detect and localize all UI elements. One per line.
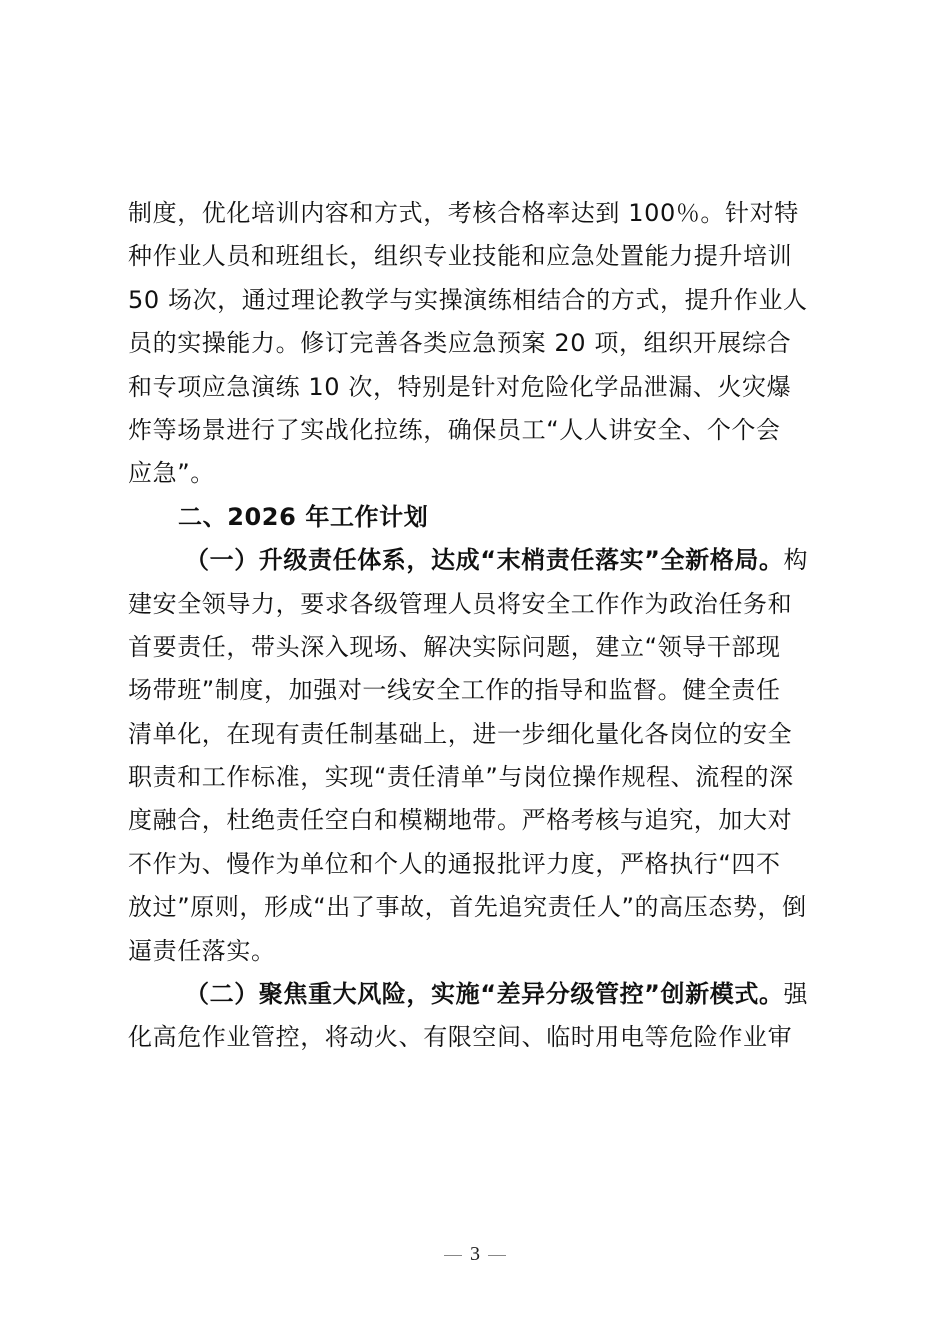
paragraph-line: 应急”。 <box>128 459 215 488</box>
footer-dash-right <box>488 1255 506 1256</box>
section-heading: 二、2026 年工作计划 <box>178 502 429 531</box>
paragraph-line: 不作为、慢作为单位和个人的通报批评力度，严格执行“四不 <box>128 849 781 878</box>
paragraph-line: 度融合，杜绝责任空白和模糊地带。严格考核与追究，加大对 <box>128 806 793 835</box>
subsection-2-first-line-tail: 强 <box>783 980 809 1009</box>
paragraph-line: 和专项应急演练 10 次，特别是针对危险化学品泄漏、火灾爆 <box>128 372 792 401</box>
paragraph-line: 50 场次，通过理论教学与实操演练相结合的方式，提升作业人 <box>128 285 808 314</box>
paragraph-line: 首要责任，带头深入现场、解决实际问题，建立“领导干部现 <box>128 632 781 661</box>
paragraph-line: 种作业人员和班组长，组织专业技能和应急处置能力提升培训 <box>128 242 793 271</box>
page-number: 3 <box>470 1243 480 1265</box>
paragraph-line: 场带班”制度，加强对一线安全工作的指导和监督。健全责任 <box>128 676 781 705</box>
footer-dash-left <box>444 1255 462 1256</box>
paragraph-line: 建安全领导力，要求各级管理人员将安全工作作为政治任务和 <box>128 589 793 618</box>
paragraph-line: 职责和工作标准，实现“责任清单”与岗位操作规程、流程的深 <box>128 763 794 792</box>
subsection-1-title: （一）升级责任体系，达成“末梢责任落实”全新格局。 <box>185 546 784 575</box>
subsection-1-first-line-tail: 构 <box>783 546 809 575</box>
paragraph-line: 员的实操能力。修订完善各类应急预案 20 项，组织开展综合 <box>128 329 792 358</box>
paragraph-line: 放过”原则，形成“出了事故，首先追究责任人”的高压态势，倒 <box>128 893 807 922</box>
paragraph-line: 清单化，在现有责任制基础上，进一步细化量化各岗位的安全 <box>128 719 793 748</box>
subsection-2-first-line <box>128 973 824 1016</box>
paragraph-line: 炸等场景进行了实战化拉练，确保员工“人人讲安全、个个会 <box>128 415 781 444</box>
paragraph-line: 化高危作业管控，将动火、有限空间、临时用电等危险作业审 <box>128 1023 793 1052</box>
page-footer <box>0 1243 950 1266</box>
subsection-2-title: （二）聚焦重大风险，实施“差异分级管控”创新模式。 <box>185 980 784 1009</box>
subsection-1-first-line <box>128 539 824 582</box>
paragraph-line: 制度，优化培训内容和方式，考核合格率达到 100％。针对特 <box>128 199 799 227</box>
document-body <box>128 192 824 1060</box>
paragraph-line: 逼责任落实。 <box>128 936 276 965</box>
